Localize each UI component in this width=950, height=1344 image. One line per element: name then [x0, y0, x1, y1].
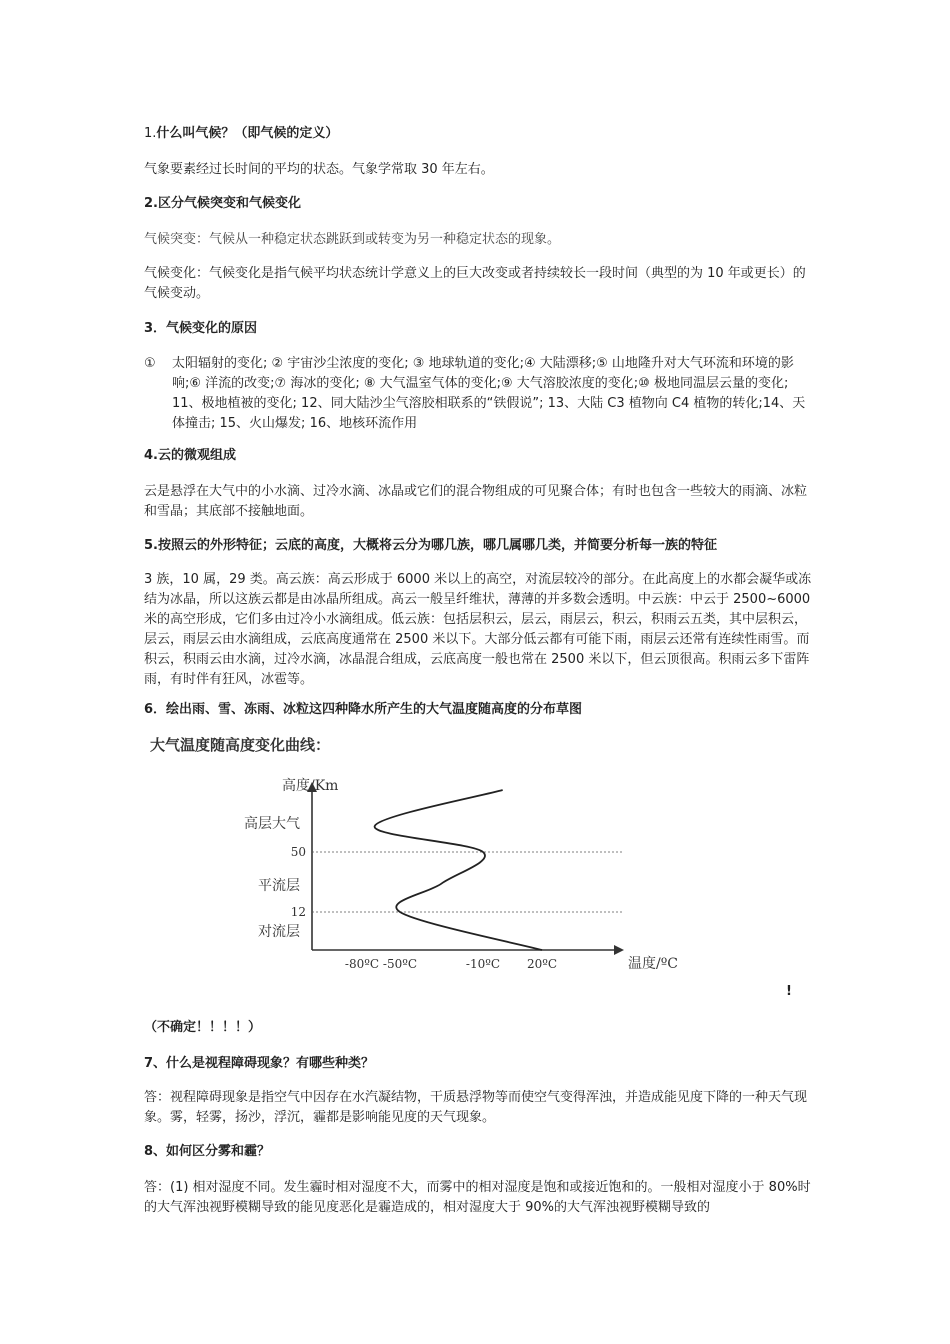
q2-abrupt: 气候突变：气候从一种稳定状态跳跃到或转变为另一种稳定状态的现象。 [144, 232, 561, 247]
q3-bullet: ① [144, 356, 156, 371]
q7-answer: 答：视程障碍现象是指空气中因存在水汽凝结物，干质悬浮物等而使空气变得浑浊，并造成能见度下降的一种天气现象。雾，轻雾，扬沙，浮沉，霾都是影响能见度的天气现象。 [144, 1090, 808, 1125]
y-axis-label: 高度/Km [282, 778, 339, 794]
x-tick-minus50: -50ºC [382, 957, 418, 971]
q2-heading: 2.区分气候突变和气候变化 [144, 196, 301, 211]
q8-heading: 8、如何区分雾和霾？ [144, 1144, 271, 1159]
layer-label-troposphere: 对流层 [258, 924, 300, 940]
q1-heading: 1.什么叫气候？（即气候的定义） [144, 126, 339, 141]
q6-note: （不确定！！！！） [144, 1020, 262, 1035]
q5-answer: 3 族，10 属，29 类。高云族：高云形成于 6000 米以上的高空，对流层较冷的部分。在此高度上的水都会凝华或冻结为冰晶，所以这族云都是由冰晶所组成。高云一般呈纤维状，薄薄的并多数会透明。中云族：中云于 2500~6000 米的高空形成，它们多由过冷小水滴组成。低云族：包括层积云，层云，雨层云，积云，积雨云五类，其中层积云，层云，雨层云由水滴组成，云底高度通常在 2500 米以下。大部分低云都有可能下雨，雨层云还常有连续性雨雪。而积云，积雨云由水滴，过冷水滴，冰晶混合组成，云底高度一般也常在 2500 米以下，但云顶很高。积雨云多下雷阵雨，有时伴有狂风，冰雹等。 [144, 572, 812, 687]
x-tick-minus10: -10ºC [465, 957, 501, 971]
temperature-curve [375, 790, 542, 950]
x-axis-label: 温度/ºC [628, 956, 679, 972]
q4-heading: 4.云的微观组成 [144, 448, 236, 463]
x-tick-minus80: -80ºC [344, 957, 380, 971]
x-tick-20: 20ºC [526, 957, 558, 971]
q2-change: 气候变化：气候变化是指气候平均状态统计学意义上的巨大改变或者持续较长一段时间（典型的为 10 年或更长）的气候变动。 [144, 266, 806, 301]
layer-label-upper: 高层大气 [244, 816, 300, 832]
stray-mark: ! [786, 984, 792, 999]
q3-causes: 太阳辐射的变化; ② 宇宙沙尘浓度的变化; ③ 地球轨道的变化;④ 大陆漂移;⑤ 山地隆升对大气环流和环境的影响;⑥ 洋流的改变;⑦ 海冰的变化; ⑧ 大气温室气体的变化;⑨ 大气溶胶浓度的变化;⑩ 极地同温层云量的变化; 11、极地植被的变化; 12、同大陆沙尘气溶胶相联系的“铁假说”; 13、大陆 C3 植物向 C4 植物的转化;14、天体撞击; 15、火山爆发; 16、地核环流作用 [172, 356, 806, 431]
y-tick-12: 12 [290, 905, 306, 919]
q3-heading: 3．气候变化的原因 [144, 321, 258, 336]
q7-heading: 7、什么是视程障碍现象？有哪些种类？ [144, 1056, 375, 1071]
q8-answer: 答：(1) 相对湿度不同。发生霾时相对湿度不大，而雾中的相对湿度是饱和或接近饱和的。一般相对湿度小于 80%时的大气浑浊视野模糊导致的能见度恶化是霾造成的，相对湿度大于 90%的大气浑浊视野模糊导致的 [144, 1180, 811, 1215]
layer-label-stratosphere: 平流层 [258, 878, 300, 894]
q5-heading: 5.按照云的外形特征；云底的高度，大概将云分为哪几族，哪几属哪几类，并简要分析每一族的特征 [144, 538, 717, 553]
q6-heading: 6．绘出雨、雪、冻雨、冰粒这四种降水所产生的大气温度随高度的分布草图 [144, 702, 583, 717]
chart-title: 大气温度随高度变化曲线： [150, 736, 331, 754]
q1-answer: 气象要素经过长时间的平均的状态。气象学常取 30 年左右。 [144, 162, 494, 177]
x-axis-arrow [614, 945, 624, 955]
y-tick-50: 50 [290, 845, 306, 859]
q4-answer: 云是悬浮在大气中的小水滴、过冷水滴、冰晶或它们的混合物组成的可见聚合体；有时也包含一些较大的雨滴、冰粒和雪晶；其底部不接触地面。 [144, 484, 808, 519]
temperature-altitude-chart [140, 730, 680, 980]
